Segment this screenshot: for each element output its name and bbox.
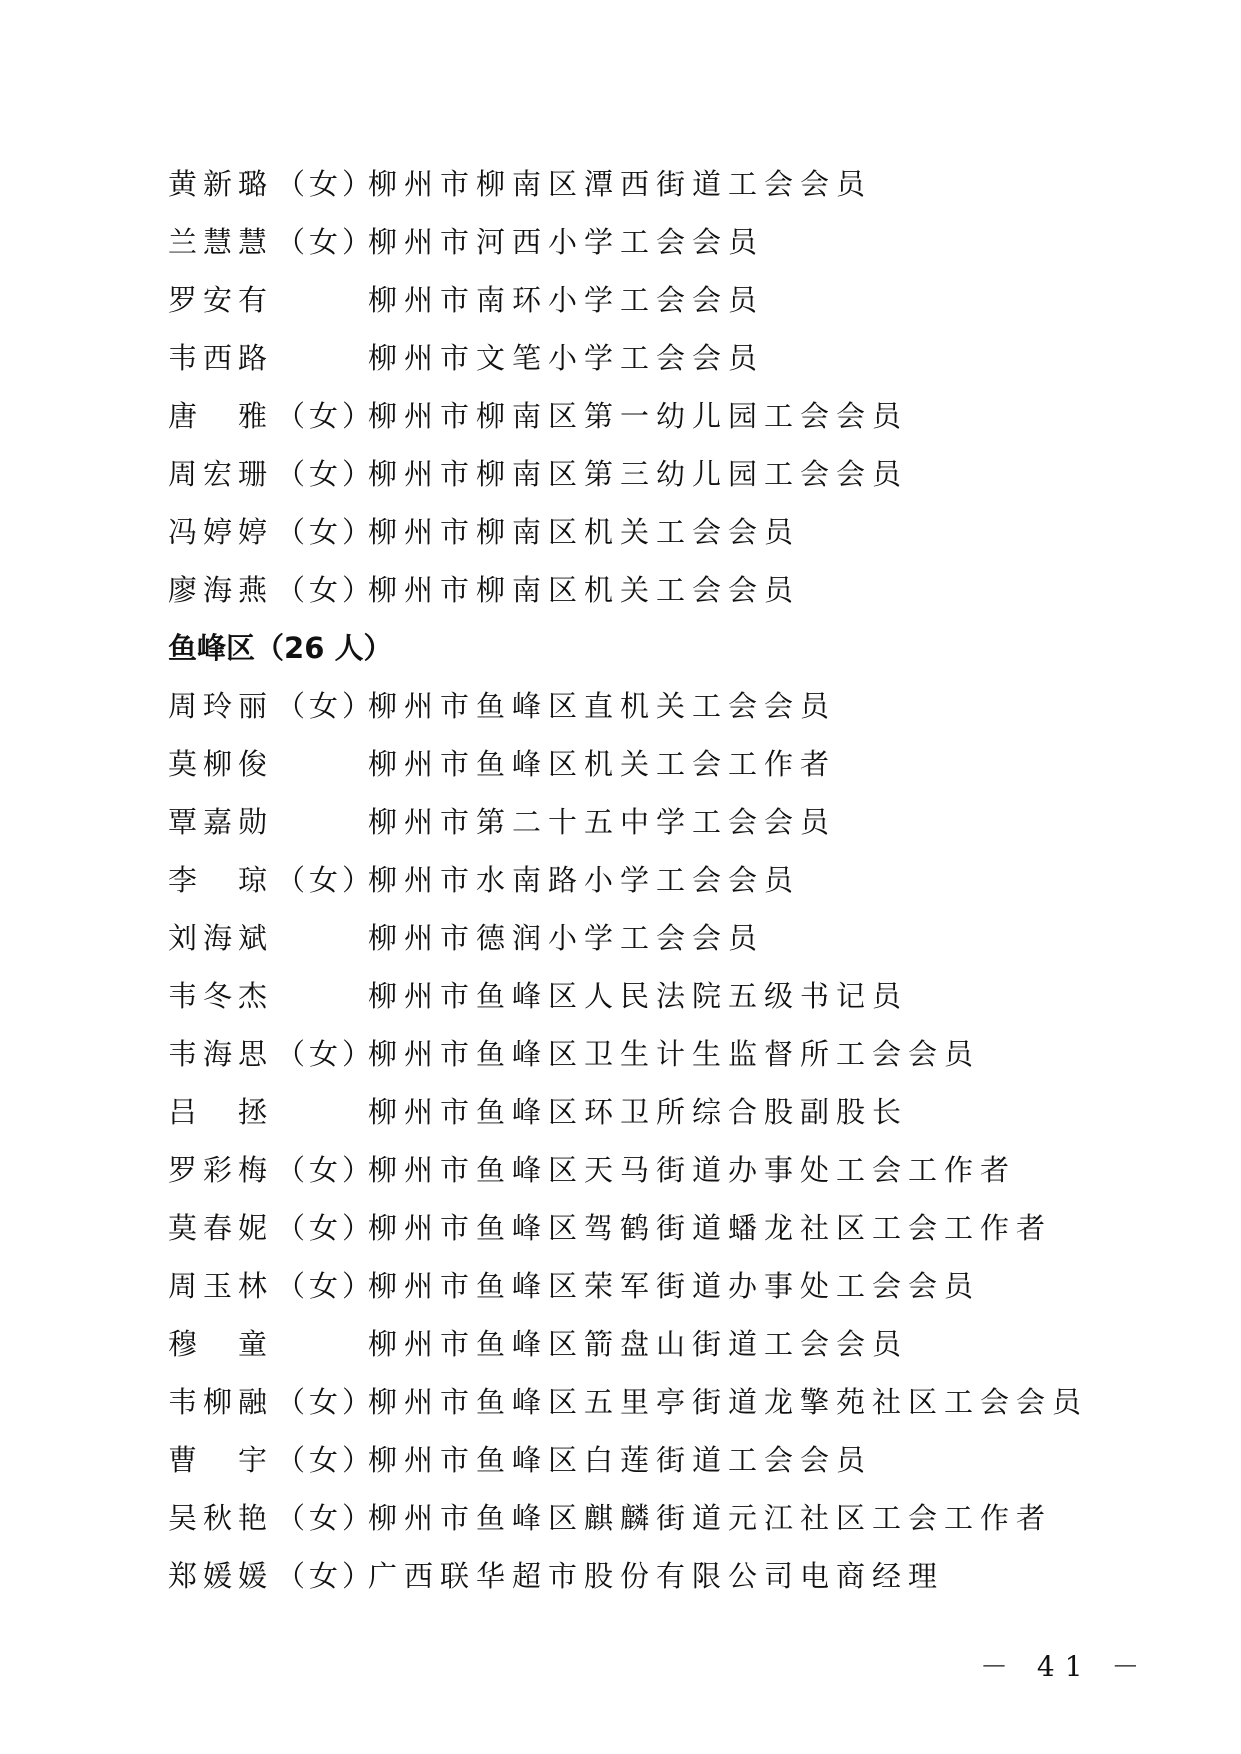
person-unit: 柳州市鱼峰区白莲街道工会会员: [368, 1443, 873, 1477]
list-item: [168, 445, 1128, 503]
list-item: [168, 1547, 1128, 1605]
section-count: （26 人）: [255, 631, 393, 665]
list-item: [168, 1431, 1128, 1489]
person-gender: （女）: [276, 1211, 376, 1245]
person-unit: 柳州市柳南区机关工会会员: [368, 515, 801, 549]
person-unit: 柳州市鱼峰区荣军街道办事处工会会员: [368, 1269, 981, 1303]
person-unit: 柳州市柳南区机关工会会员: [368, 573, 801, 607]
person-name: 莫春妮: [168, 1211, 274, 1245]
person-name: 韦柳融: [168, 1385, 274, 1419]
list-item: [168, 1315, 1128, 1373]
person-name: 覃嘉勋: [168, 805, 274, 839]
person-unit: 柳州市德润小学工会会员: [368, 921, 765, 955]
person-gender: （女）: [276, 457, 376, 491]
person-name: 周宏珊: [168, 457, 274, 491]
person-gender: （女）: [276, 515, 376, 549]
person-unit: 柳州市鱼峰区环卫所综合股副股长: [368, 1095, 909, 1129]
person-unit: 柳州市鱼峰区天马街道办事处工会工作者: [368, 1153, 1017, 1187]
list-item: [168, 329, 1128, 387]
person-name: 兰慧慧: [168, 225, 274, 259]
person-unit: 柳州市鱼峰区人民法院五级书记员: [368, 979, 909, 1013]
person-name: 李 琼: [168, 863, 274, 897]
person-gender: （女）: [276, 399, 376, 433]
person-unit: 柳州市鱼峰区直机关工会会员: [368, 689, 837, 723]
person-gender: （女）: [276, 1385, 376, 1419]
list-item: [168, 561, 1128, 619]
list-item: [168, 1141, 1128, 1199]
person-gender: （女）: [276, 1269, 376, 1303]
person-gender: （女）: [276, 225, 376, 259]
person-unit: 柳州市鱼峰区箭盘山街道工会会员: [368, 1327, 909, 1361]
section-heading: [168, 619, 1128, 677]
person-name: 唐 雅: [168, 399, 274, 433]
person-unit: 柳州市鱼峰区机关工会工作者: [368, 747, 837, 781]
list-item: [168, 677, 1128, 735]
page-number: － 41 －: [980, 1650, 1150, 1683]
person-unit: 柳州市南环小学工会会员: [368, 283, 765, 317]
person-name: 郑媛媛: [168, 1559, 274, 1593]
list-item: [168, 909, 1128, 967]
person-unit: 广西联华超市股份有限公司电商经理: [368, 1559, 945, 1593]
person-gender: （女）: [276, 573, 376, 607]
person-unit: 柳州市柳南区第三幼儿园工会会员: [368, 457, 909, 491]
person-unit: 柳州市水南路小学工会会员: [368, 863, 801, 897]
person-gender: （女）: [276, 167, 376, 201]
person-gender: （女）: [276, 1443, 376, 1477]
list-item: [168, 851, 1128, 909]
list-item: [168, 1199, 1128, 1257]
person-name: 莫柳俊: [168, 747, 274, 781]
person-gender: （女）: [276, 689, 376, 723]
person-unit: 柳州市柳南区第一幼儿园工会会员: [368, 399, 909, 433]
honoree-list: [168, 155, 1128, 1605]
person-unit: 柳州市文笔小学工会会员: [368, 341, 765, 375]
person-name: 周玲丽: [168, 689, 274, 723]
person-name: 穆 童: [168, 1327, 274, 1361]
person-unit: 柳州市鱼峰区驾鹤街道蟠龙社区工会工作者: [368, 1211, 1053, 1245]
person-name: 冯婷婷: [168, 515, 274, 549]
person-unit: 柳州市鱼峰区麒麟街道元江社区工会工作者: [368, 1501, 1053, 1535]
list-item: [168, 1373, 1128, 1431]
list-item: [168, 1083, 1128, 1141]
person-name: 韦西路: [168, 341, 274, 375]
person-name: 韦冬杰: [168, 979, 274, 1013]
person-name: 廖海燕: [168, 573, 274, 607]
person-unit: 柳州市河西小学工会会员: [368, 225, 765, 259]
list-item: [168, 213, 1128, 271]
person-gender: （女）: [276, 863, 376, 897]
person-unit: 柳州市第二十五中学工会会员: [368, 805, 837, 839]
person-name: 韦海思: [168, 1037, 274, 1071]
list-item: [168, 155, 1128, 213]
list-item: [168, 1025, 1128, 1083]
person-unit: 柳州市柳南区潭西街道工会会员: [368, 167, 873, 201]
list-item: [168, 967, 1128, 1025]
list-item: [168, 1257, 1128, 1315]
list-item: [168, 735, 1128, 793]
person-name: 黄新璐: [168, 167, 274, 201]
person-name: 周玉林: [168, 1269, 274, 1303]
person-name: 刘海斌: [168, 921, 274, 955]
person-gender: （女）: [276, 1037, 376, 1071]
person-name: 罗安有: [168, 283, 274, 317]
list-item: [168, 793, 1128, 851]
person-name: 曹 宇: [168, 1443, 274, 1477]
person-name: 吕 拯: [168, 1095, 274, 1129]
list-item: [168, 1489, 1128, 1547]
person-gender: （女）: [276, 1501, 376, 1535]
list-item: [168, 387, 1128, 445]
person-gender: （女）: [276, 1153, 376, 1187]
person-unit: 柳州市鱼峰区五里亭街道龙擎苑社区工会会员: [368, 1385, 1089, 1419]
section-title: 鱼峰区: [168, 631, 256, 665]
person-gender: （女）: [276, 1559, 376, 1593]
person-unit: 柳州市鱼峰区卫生计生监督所工会会员: [368, 1037, 981, 1071]
person-name: 吴秋艳: [168, 1501, 274, 1535]
list-item: [168, 503, 1128, 561]
list-item: [168, 271, 1128, 329]
person-name: 罗彩梅: [168, 1153, 274, 1187]
